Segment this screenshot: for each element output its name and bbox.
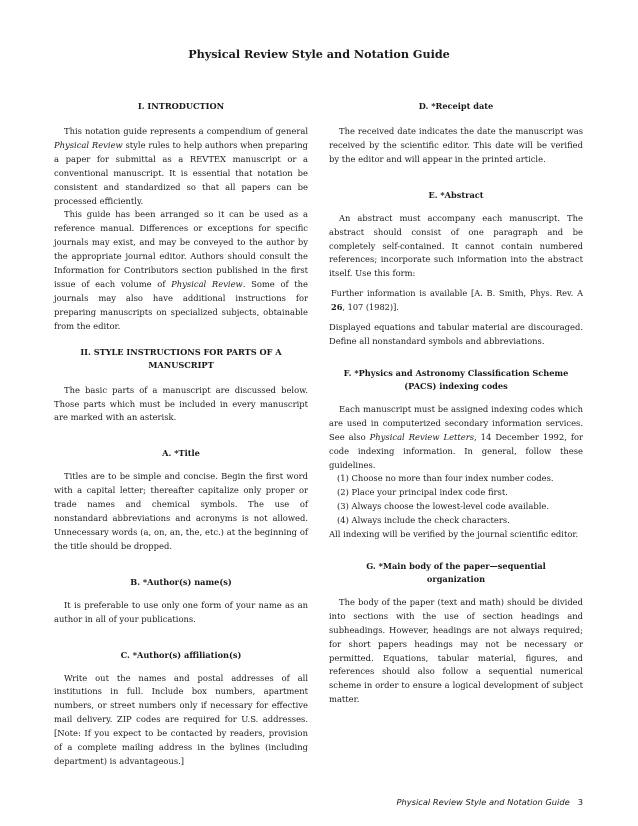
authors-paragraph: It is preferable to use only one form of your name as an author in all of your publications. [54,599,308,624]
abstract-paragraph: An abstract must accompany each manuscript. The abstract should consist of one paragraph and be completely self-contained. It cannot contain numbered references; incorporate such information into the abstract itself. Use this form: [329,212,583,279]
subsection-heading-pacs: F. *Physics and Astronomy Classification Scheme (PACS) indexing codes [343,367,569,391]
subsection-heading-affiliation: C. *Author(s) affiliation(s) [120,649,242,660]
section-heading-style-instructions: II. STYLE INSTRUCTIONS FOR PARTS OF A MANUSCRIPT [80,346,282,370]
abstract-paragraph-2: Displayed equations and tabular material are discouraged. Define all nonstandard symbols and abbreviations. [329,322,583,346]
pacs-paragraph: Each manuscript must be assigned indexing codes which are used in computerized secondary information services. See also Physical Review Letters, 14 December 1992, for code indexing information. In general, follow these guidelines. [329,403,583,470]
title-paragraph: Titles are to be simple and concise. Begin the first word with a capital letter; thereafter capitalize only proper or trade names and chemical symbols. The use of nonstandard abbreviations and acronyms is not allowed. Unnecessary words (a, on, an, the, etc.) at the beginning of the title should be dropped. [54,471,308,551]
main-body-paragraph: The body of the paper (text and math) should be divided into sections with the use of section headings and subheadings. However, headings are not always required; for short papers headings may not be necessary or permitted. Equations, tabular material, figures, and references should also follow a sequential numerical scheme in order to ensure a logical development of subject matter. [329,596,583,705]
list-item: (4) Always include the check characters. [337,515,510,526]
list-item: (1) Choose no more than four index number codes. [337,473,554,484]
right-column [329,100,583,707]
list-item: (3) Always choose the lowest-level code available. [337,501,550,512]
list-item: (2) Place your principal index code first. [337,487,508,498]
affiliation-paragraph: Write out the names and postal addresses of all institutions in full. Include box numbers, apartment numbers, or street numbers only if necessary for effective mail delivery. ZIP codes are required for U.S. addresses. [Note: If you expect to be contacted by readers, provision of a complete mailing address in the bylines (including department) is advantageous.] [54,672,308,766]
subsection-heading-main-body: G. *Main body of the paper—sequential organization [366,560,546,584]
intro-paragraph-1: This notation guide represents a compendium of general Physical Review style rules to help authors when preparing a paper for submittal as a REVTEX manuscript or a conventional manuscript. It is essential that notation be consistent and standardized so that all papers can be processed efficiently. [54,126,308,206]
pacs-guidelines-list [329,472,583,528]
page-title: Physical Review Style and Notation Guide [188,47,450,61]
intro-paragraph-2: This guide has been arranged so it can be used as a reference manual. Differences or exceptions for specific journals may exist, and may be conveyed to the author by the appropriate journal editor. Authors should consult the Information for Contributors section published in the first issue of each volume of Physical Review. Some of the journals may also have additional instructions for preparing manuscripts on specialized subjects, obtainable from the editor. [54,209,309,331]
subsection-heading-authors: B. *Author(s) name(s) [130,576,232,587]
subsection-heading-receipt-date: D. *Receipt date [418,101,494,111]
subsection-heading-title: A. *Title [162,448,200,459]
page-number: 3 [577,797,583,807]
pacs-after-paragraph: All indexing will be verified by the journal scientific editor. [329,529,579,540]
subsection-heading-abstract: E. *Abstract [428,189,484,200]
style-paragraph: The basic parts of a manuscript are discussed below. Those parts which must be included in every manuscript are marked with an asterisk. [54,384,308,423]
left-column [54,100,308,769]
footer-title: Physical Review Style and Notation Guide [396,797,570,807]
section-heading-introduction: I. INTRODUCTION [137,101,225,111]
receipt-paragraph: The received date indicates the date the manuscript was received by the scientific editor. This date will be verified by the editor and will appear in the printed article. [329,126,583,164]
abstract-example: Further information is available [A. B. Smith, Phys. Rev. A 26, 107 (1982)]. [331,288,583,313]
